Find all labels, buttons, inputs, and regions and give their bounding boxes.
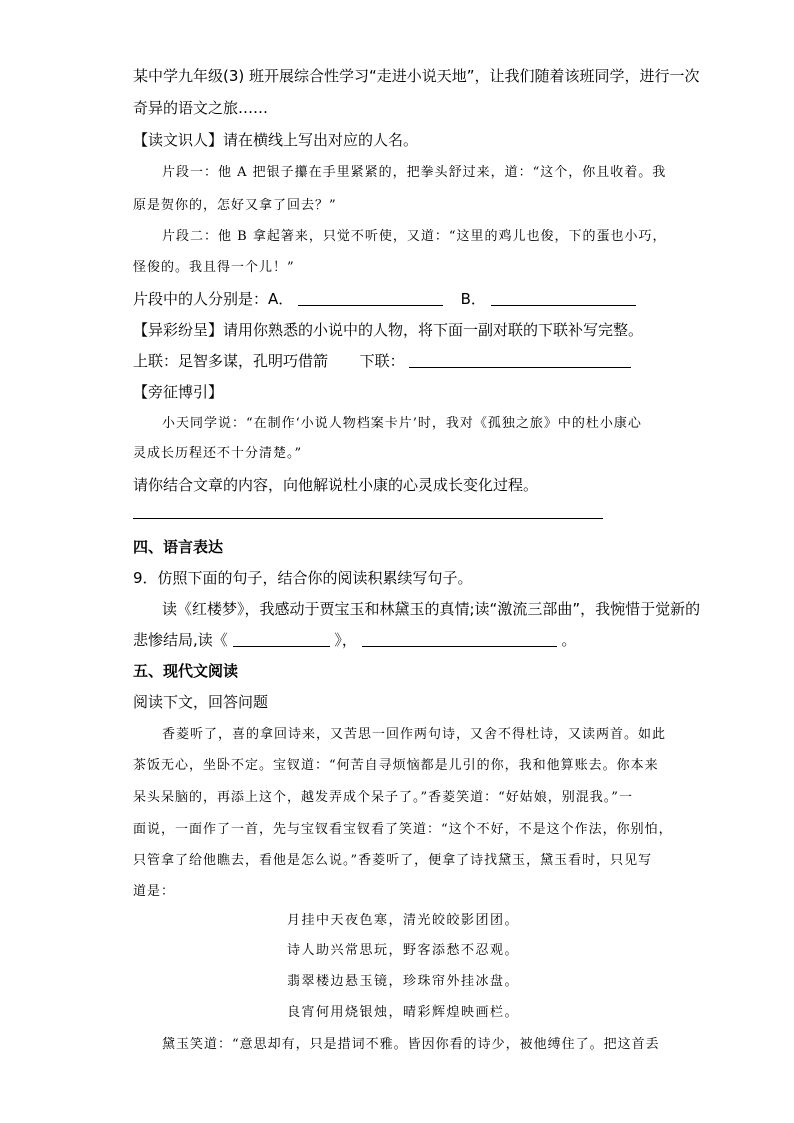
example-line-2: [133, 630, 576, 650]
fragment-1-line-2: 原是贺你的，怎好又拿了回去？”: [133, 198, 337, 213]
fragment-2-line-1: 片段二：他 B 拿起箸来，只觉不听使，又道：“这里的鸡儿也俊，下的蛋也小巧，: [162, 229, 667, 244]
intro-line-2: 奇异的语文之旅……: [133, 99, 269, 117]
example-line-2-mid: 》，: [334, 631, 357, 649]
passage-line-6: 道是：: [133, 884, 176, 899]
passage-line-2: 茶饭无心，坐卧不定。宝钗道：“何苦自寻烦恼都是儿引的你，我和他算账去。你本来: [133, 758, 659, 773]
fragment-2-line-2: 怪俊的。我且得一个儿！”: [133, 260, 295, 275]
fragment-1-line-1: 片段一：他 A 把银子攥在手里紧紧的，把拳头舒过来，道：“这个，你且收着。我: [162, 165, 667, 180]
passage-line-4: 面说，一面作了一首，先与宝钗看宝钗看了笑道：“这个不好，不是这个作法，你别怕，: [133, 822, 673, 837]
reading-people-heading: 【读文识人】请在横线上写出对应的人名。: [133, 131, 419, 149]
passage-line-5: 只管拿了给他瞧去，看他是怎么说。”香菱听了，便拿了诗找黛玉，黛玉看时，只见写: [133, 853, 653, 868]
couplet-heading: 【异彩纷呈】请用你熟悉的小说中的人物，将下面一副对联的下联补写完整。: [133, 321, 644, 339]
answer-b-label: B．: [460, 290, 486, 308]
couplet-line: [133, 351, 631, 371]
poem-line-1: 月挂中天夜色寒，清光皎皎影团团。: [287, 913, 520, 928]
poem-line-2: 诗人助兴常思玩，野客添愁不忍观。: [287, 943, 520, 958]
passage-line-7: 黛玉笑道：“意思却有，只是措词不雅。皆因你看的诗少，被他缚住了。把这首丢: [162, 1037, 660, 1052]
passage-line-1: 香菱听了，喜的拿回诗来，又苦思一回作两句诗，又舍不得杜诗，又读两首。如此: [162, 727, 667, 742]
example-line-2-start: 悲惨结局,读《: [133, 631, 228, 649]
couplet-upper: 上联：足智多谋，孔明巧借箭: [133, 352, 329, 370]
answer-line: [133, 289, 636, 309]
cite-prompt: 请你结合文章的内容，向他解说杜小康的心灵成长变化过程。: [133, 476, 539, 494]
example-line-1: 读《红楼梦》，我感动于贾宝玉和林黛玉的真情;读“激流三部曲”，我惋惜于觉新的: [162, 600, 701, 618]
poem-line-4: 良宵何用烧银烛，晴彩辉煌映画栏。: [287, 1005, 520, 1020]
cite-answer-line[interactable]: [133, 518, 603, 519]
passage-line-3: 呆头呆脑的，再添上这个，越发弄成个呆子了。”香菱笑道：“好姑娘，别混我。”一: [133, 790, 633, 805]
answer-a-label: 片段中的人分别是：A．: [133, 290, 294, 308]
book-title-blank[interactable]: [233, 632, 330, 647]
example-line-2-end: 。: [561, 631, 577, 649]
answer-b-blank[interactable]: [491, 291, 636, 306]
answer-a-blank[interactable]: [298, 291, 443, 306]
section-4-title: 四、语言表达: [133, 538, 224, 556]
cite-quote-line-1: 小天同学说：“在制作‘小说人物档案卡片’时，我对《孤独之旅》中的杜小康心: [162, 416, 642, 431]
sentence-blank[interactable]: [362, 632, 557, 647]
couplet-lower-blank[interactable]: [409, 353, 631, 368]
reading-instruction: 阅读下文，回答问题: [133, 693, 269, 711]
intro-line-1: 某中学九年级(3) 班开展综合性学习“走进小说天地”，让我们随着该班同学，进行一次: [133, 67, 700, 85]
section-5-title: 五、现代文阅读: [133, 662, 239, 680]
couplet-lower-label: 下联：: [359, 352, 405, 370]
poem-line-3: 翡翠楼边悬玉镜，珍珠帘外挂冰盘。: [287, 974, 520, 989]
cite-quote-line-2: 灵成长历程还不十分清楚。”: [133, 446, 303, 461]
question-9: 9．仿照下面的句子，结合你的阅读积累续写句子。: [133, 569, 473, 587]
cite-heading: 【旁征博引】: [133, 383, 224, 401]
